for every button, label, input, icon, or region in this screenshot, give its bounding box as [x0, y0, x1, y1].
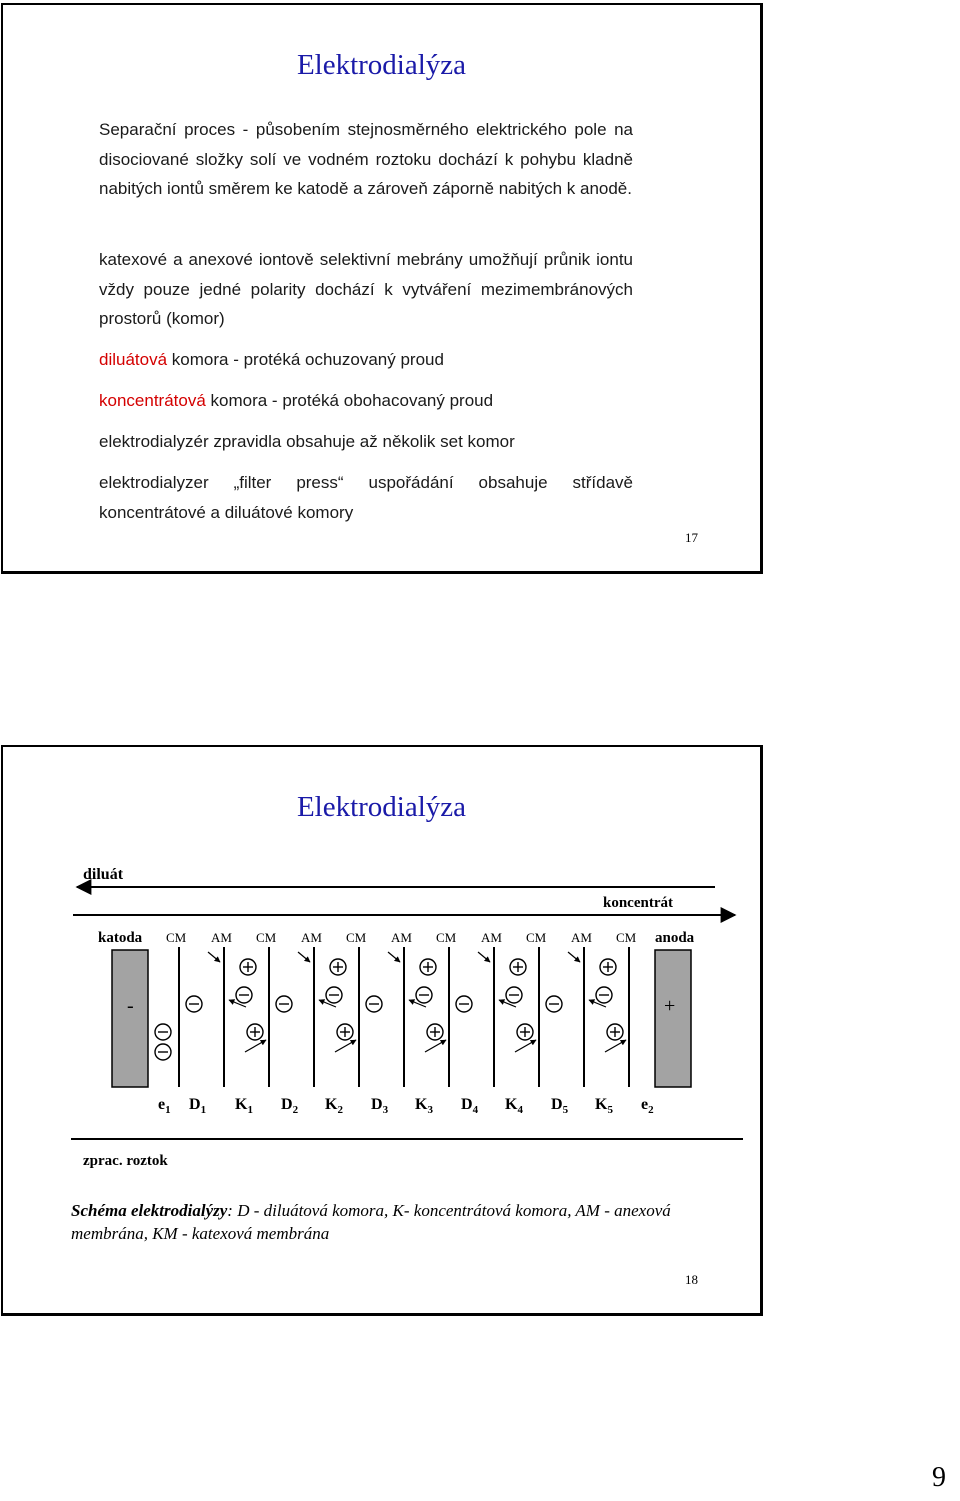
chamber-label: $K_4$: [505, 1096, 523, 1116]
koncentrat-label: koncentrát: [603, 895, 673, 911]
chamber-label: $K_2$: [325, 1096, 343, 1116]
line-koncentratova: [99, 386, 633, 416]
slide-page-number: 18: [685, 1272, 698, 1287]
koncentratova-description: komora - protéká obohacovaný proud: [205, 391, 494, 410]
cation-icon: [427, 1024, 443, 1040]
sheet-page-number: 9: [932, 1462, 946, 1493]
anion-icon: [155, 1024, 171, 1040]
ion-movement-arrow: [298, 952, 310, 962]
cation-icon: [247, 1024, 263, 1040]
line-diluatova: [99, 345, 633, 375]
chamber-label: $K_1$: [235, 1096, 253, 1116]
caption-text: : D - diluátová komora, K- koncentrátová komora, AM - anexová membrána, KM - katexová membrána: [71, 1201, 671, 1243]
term-diluatova: diluátová: [99, 350, 168, 369]
ion-movement-arrow: [208, 952, 220, 962]
slide-title: Elektrodialýza: [296, 49, 467, 81]
cation-icon: [337, 1024, 353, 1040]
cation-icon: [420, 959, 436, 975]
ion-movement-arrow: [478, 952, 490, 962]
term-koncentratova: koncentrátová: [99, 391, 206, 410]
anion-icon: [416, 987, 432, 1003]
chamber-label: $D_2$: [281, 1096, 299, 1116]
cation-icon: [510, 959, 526, 975]
slide-title: Elektrodialýza: [296, 791, 467, 823]
katoda-label: katoda: [98, 930, 143, 946]
chamber-label: $D_4$: [461, 1096, 479, 1116]
feed-label: zprac. roztok: [83, 1153, 168, 1169]
paragraph-membranes: katexové a anexové iontově selektivní mebrány umožňují průnik iontu vždy pouze jedné polarity dochází k vytváření mezimembránových prostorů (komor): [99, 250, 633, 328]
anion-icon: [506, 987, 522, 1003]
anion-icon: [456, 996, 472, 1012]
cathode-electrode: [112, 950, 148, 1087]
membrane-label-cm: CM: [526, 930, 547, 945]
cation-icon: [607, 1024, 623, 1040]
ion-movement-arrow: [605, 1040, 626, 1052]
anion-icon: [155, 1044, 171, 1060]
ion-movement-arrow: [335, 1040, 356, 1052]
membrane-label-am: AM: [481, 930, 502, 945]
membrane-label-cm: CM: [436, 930, 457, 945]
anion-icon: [186, 996, 202, 1012]
cation-icon: [240, 959, 256, 975]
chamber-label: $K_3$: [415, 1096, 433, 1116]
cathode-sign: -: [127, 995, 134, 1017]
anion-icon: [326, 987, 342, 1003]
chamber-label: $e_1$: [158, 1096, 171, 1116]
diluatova-description: komora - protéká ochuzovaný proud: [167, 350, 444, 369]
ion-movement-arrow: [245, 1040, 266, 1052]
cation-icon: [517, 1024, 533, 1040]
ion-movement-arrow: [515, 1040, 536, 1052]
slide-18: [1, 745, 763, 1316]
chamber-labels: [158, 1096, 654, 1116]
line-elektrodialyzer: elektrodialyzér zpravidla obsahuje až několik set komor: [99, 432, 515, 451]
line-filter-press: elektrodialyzer „filter press“ uspořádání obsahuje střídavě koncentrátové a diluátové komory: [99, 473, 633, 522]
anode-sign: +: [664, 995, 676, 1017]
membrane-label-cm: CM: [346, 930, 367, 945]
anode-electrode: [655, 950, 691, 1087]
membrane-label-am: AM: [571, 930, 592, 945]
chamber-label: $e_2$: [641, 1096, 654, 1116]
membrane-label-am: AM: [301, 930, 322, 945]
slide-17: [1, 3, 763, 574]
electrodialysis-diagram: [63, 847, 743, 1177]
anion-icon: [546, 996, 562, 1012]
chamber-label: $D_5$: [551, 1096, 569, 1116]
membrane-label-am: AM: [211, 930, 232, 945]
anion-icon: [366, 996, 382, 1012]
membrane-label-cm: CM: [166, 930, 187, 945]
figure-caption: [71, 1199, 691, 1245]
chamber-label: $K_5$: [595, 1096, 613, 1116]
membrane-label-cm: CM: [616, 930, 637, 945]
cation-icon: [600, 959, 616, 975]
ions: [155, 952, 626, 1060]
membrane-labels: [166, 930, 637, 945]
ion-movement-arrow: [568, 952, 580, 962]
ion-movement-arrow: [388, 952, 400, 962]
slide-page-number: 17: [685, 530, 698, 545]
paragraph-separation: Separační proces - působením stejnosměrného elektrického pole na disociované složky solí ve vodném roztoku dochází k pohybu kladně nabitých iontů směrem ke katodě a zároveň záporně nabitých k anodě.: [99, 120, 633, 198]
chamber-label: $D_3$: [371, 1096, 389, 1116]
diluat-label: diluát: [83, 866, 124, 883]
ion-movement-arrow: [425, 1040, 446, 1052]
anion-icon: [276, 996, 292, 1012]
anoda-label: anoda: [655, 930, 695, 946]
anion-icon: [596, 987, 612, 1003]
chamber-label: $D_1$: [189, 1096, 207, 1116]
cation-icon: [330, 959, 346, 975]
caption-title: Schéma elektrodialýzy: [71, 1201, 228, 1220]
membrane-label-am: AM: [391, 930, 412, 945]
anion-icon: [236, 987, 252, 1003]
membrane-label-cm: CM: [256, 930, 277, 945]
